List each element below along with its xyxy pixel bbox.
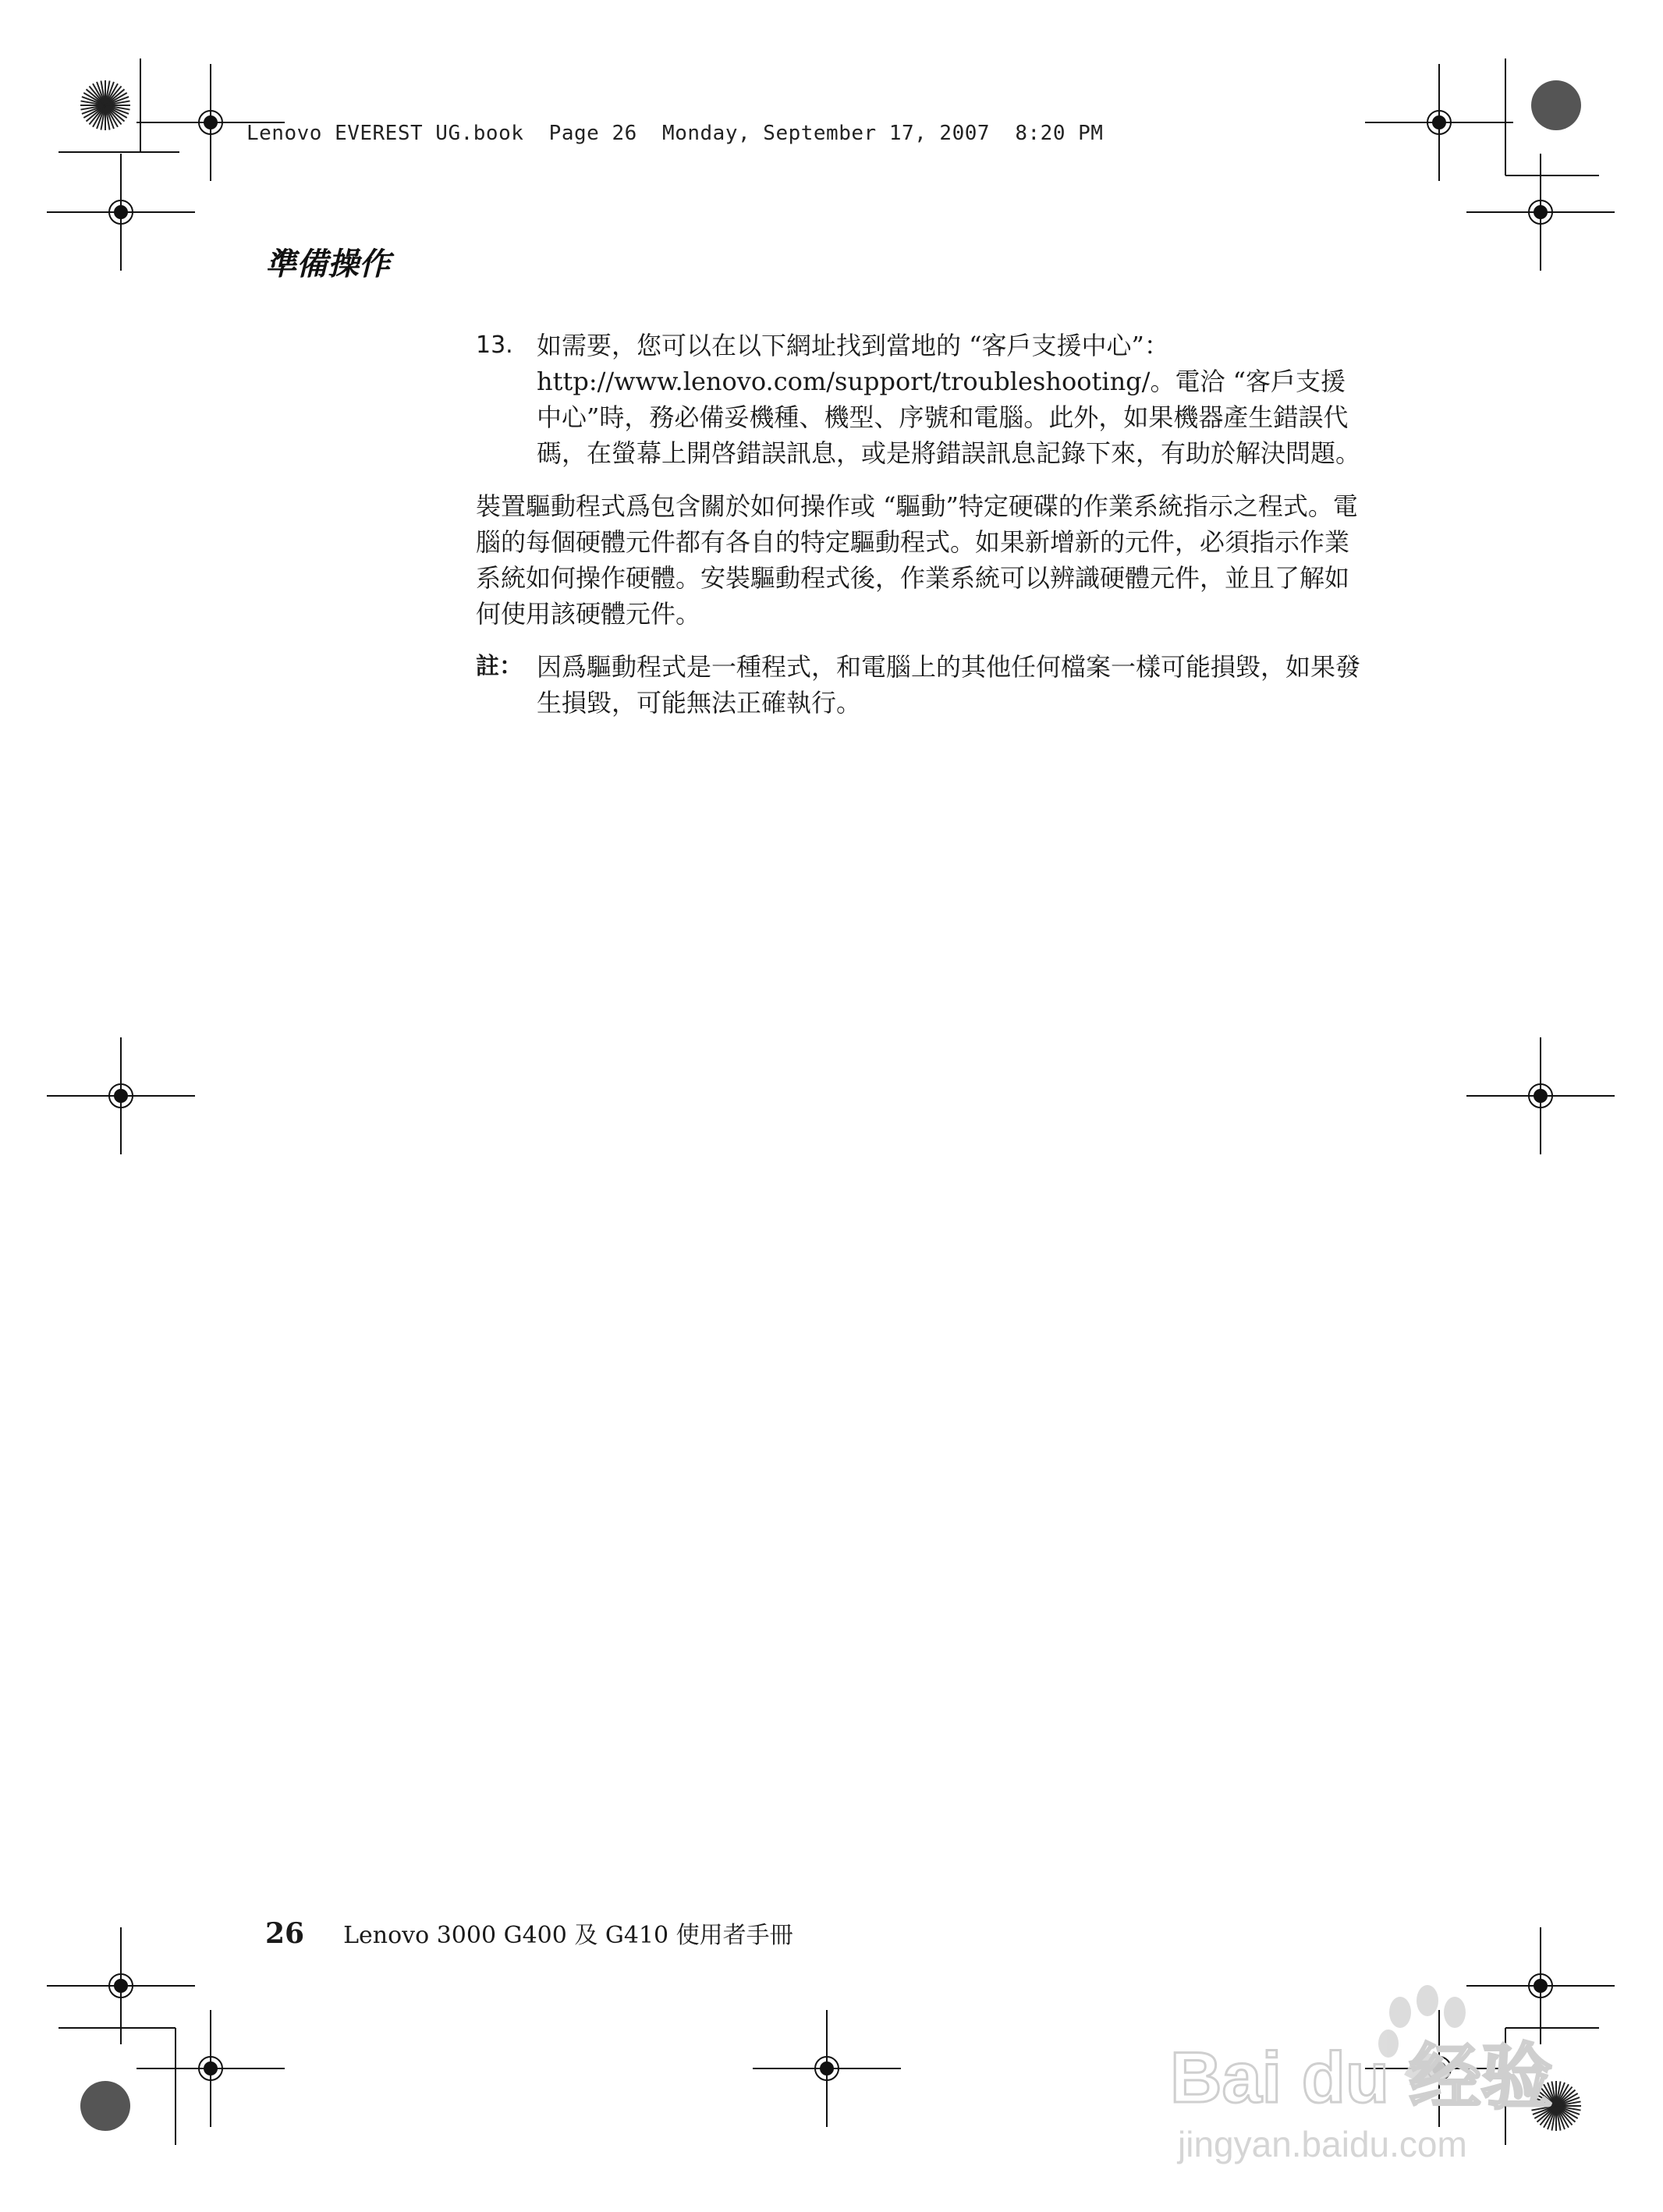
crosshair-mark — [1466, 1037, 1615, 1154]
crosshair-mark — [753, 2010, 901, 2127]
numbered-item-13 — [476, 328, 1365, 471]
note-text: 因爲驅動程式是一種程式，和電腦上的其他任何檔案一樣可能損毀，如果發生損毀，可能無法正確執行。 — [537, 652, 1361, 718]
watermark-url: jingyan.baidu.com — [1178, 2124, 1467, 2164]
file-slug: Lenovo EVEREST UG.book Page 26 Monday, September 17, 2007 8:20 PM — [246, 122, 1104, 145]
note-label: 註： — [476, 653, 523, 680]
driver-paragraph: 裝置驅動程式爲包含關於如何操作或 “驅動”特定硬碟的作業系統指示之程式。電腦的每個硬體元件都有各自的特定驅動程式。如果新增新的元件，必須指示作業系統如何操作硬體。安裝驅動程式後，作業系統可以辨識硬體元件，並且了解如何使用該硬體元件。 — [476, 491, 1358, 629]
item-text: 如需要，您可以在以下網址找到當地的 “客戶支援中心”：http://www.lenovo.com/support/troubleshooting/。電洽 “客戶支援中心”時，務必備妥機種、機型、序號和電腦。此外，如果機器產生錯誤代碼，在螢幕上開啓錯誤訊息，或是將錯誤訊息記錄下來，有助於解決問題。 — [537, 331, 1361, 468]
crosshair-mark — [1466, 154, 1615, 271]
starburst-mark — [1531, 80, 1581, 130]
crosshair-mark — [47, 1927, 195, 2044]
note — [476, 649, 1365, 721]
page-number: 26 — [265, 1917, 305, 1950]
main-content — [476, 328, 1365, 721]
crosshair-mark — [47, 154, 195, 271]
crosshair-mark — [1365, 64, 1513, 181]
page-footer — [265, 1916, 793, 1950]
watermark-brand: Bai du 经验 — [1170, 2038, 1553, 2118]
baidu-watermark-logo — [1170, 1958, 1607, 2168]
book-title: Lenovo 3000 G400 及 G410 使用者手冊 — [343, 1922, 793, 1949]
crosshair-mark — [47, 1037, 195, 1154]
item-number: 13. — [476, 331, 513, 359]
starburst-mark — [80, 80, 130, 130]
starburst-mark — [80, 2081, 130, 2131]
section-title: 準備操作 — [265, 246, 390, 282]
